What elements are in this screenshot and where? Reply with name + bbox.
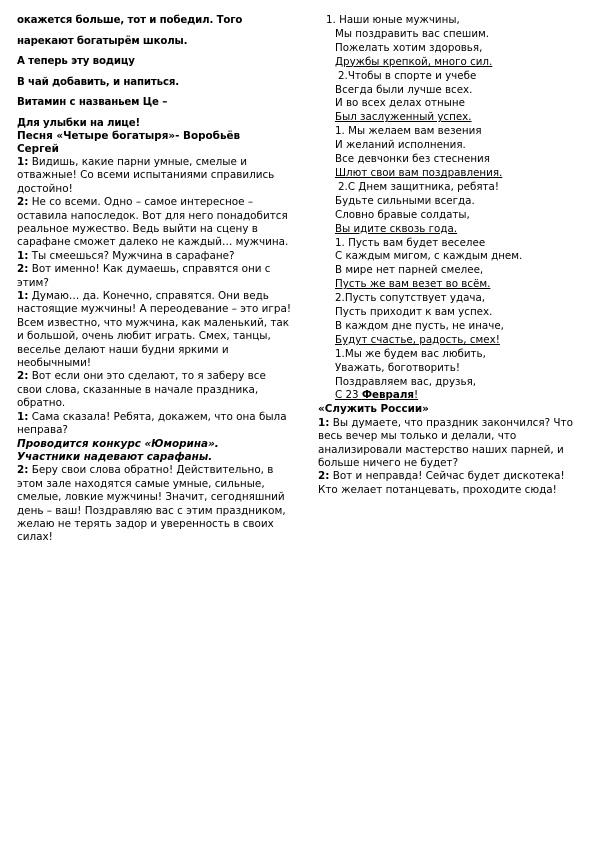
dialogue-text: Не со всеми. Одно – самое интересное – оставила напоследок. Вот для него понадобится реальное мужество. Ведь выйти на сцену в сарафане сможет далеко не каждый… мужчина.	[17, 196, 289, 249]
speaker-label: 1:	[17, 249, 29, 262]
dialogue-text: Вот именно! Как думаешь, справятся они с этим?	[17, 263, 271, 289]
poem-last-line	[318, 389, 580, 403]
section-title: «Служить России»	[318, 403, 429, 416]
speaker-label: 1:	[17, 410, 29, 423]
dialogue-text: Думаю… да. Конечно, справятся. Они ведь настоящие мужчины! А переодевание – это игра! Всем известно, что мужчина, как маленький, так и большой, очень любит играть. Смех, танцы, веселье делают наши будни яркими и необычными!	[17, 290, 291, 370]
intro-line: А теперь эту водицу	[17, 56, 135, 68]
dialogue-block-right	[318, 417, 580, 497]
poem-line: 1. Мы желаем вам везения	[335, 125, 482, 138]
poem-line: В каждом дне пусть, не иначе,	[335, 319, 504, 332]
poem-line: 2.Пусть сопутствует удача,	[335, 292, 486, 305]
intro-line: Витамин с названьем Це –	[17, 97, 168, 109]
dialogue-line	[17, 370, 293, 410]
poem-line: Шлют свои вам поздравления.	[335, 166, 503, 179]
poem-line: Всегда были лучше всех.	[335, 83, 473, 96]
poem-line: И во всех делах отныне	[335, 97, 465, 110]
poem-line: 1.Мы же будем вас любить,	[335, 347, 486, 360]
poem-line: С каждым мигом, с каждым днем.	[335, 250, 523, 263]
greeting-poem	[318, 14, 580, 389]
right-column	[318, 14, 580, 497]
intro-line: нарекают богатырём школы.	[17, 35, 188, 47]
poem-line: Вы идите сквозь года.	[335, 222, 458, 235]
dialogue-text: Беру свои слова обратно! Действительно, в этом зале находятся самые умные, сильные, смелые, ловкие мужчины! Значит, сегодняшний день – ваш! Поздравляю вас с этим праздником, желаю не терять задор и уверенность в своих силах!	[17, 464, 286, 544]
speaker-label: 2:	[17, 464, 29, 477]
dialogue-text: Вот и неправда! Сейчас будет дискотека! Кто желает потанцевать, проходите сюда!	[318, 470, 565, 496]
poem-line: Будут счастье, радость, смех!	[335, 333, 500, 346]
poem-line: Был заслуженный успех.	[335, 111, 472, 124]
song-title: Песня «Четыре богатыря»- Воробьёв	[17, 129, 241, 142]
intro-line: окажется больше, тот и победил. Того	[17, 15, 243, 26]
poem-line: Пусть приходит к вам успех.	[335, 306, 493, 319]
poem-line: Мы поздравить вас спешим.	[335, 27, 490, 40]
dialogue-line	[318, 470, 580, 497]
speaker-label: 2:	[17, 263, 29, 276]
contest-note: Проводится конкурс «Юморина».	[17, 437, 219, 450]
dialogue-text: Вот если они это сделают, то я заберу все свои слова, сказанные в начале праздника, обратно.	[17, 370, 266, 410]
dialogue-line	[17, 464, 293, 544]
dialogue-line	[17, 250, 293, 263]
dialogue-text: Ты смеешься? Мужчина в сарафане?	[28, 249, 235, 262]
dialogue-text: Видишь, какие парни умные, смелые и отважные! Со всеми испытаниями справились достойно!	[17, 155, 275, 195]
speaker-label: 2:	[17, 196, 29, 209]
contest-note: Участники надевают сарафаны.	[17, 450, 213, 463]
poem-line: Пожелать хотим здоровья,	[335, 41, 483, 54]
poem-last-line-wrap	[318, 389, 580, 403]
dialogue-block	[17, 156, 293, 545]
poem-line: Пусть же вам везет во всём.	[335, 278, 491, 291]
dialogue-line	[17, 263, 293, 290]
poem-line: Дружбы крепкой, много сил.	[335, 55, 493, 68]
song-title-performer: Сергей	[17, 142, 59, 155]
dialogue-line	[17, 411, 293, 438]
speaker-label: 1:	[17, 155, 29, 168]
dialogue-text: Вы думаете, что праздник закончился? Что весь вечер мы только и делали, что анализировали мастерство наших парней, и больше ничего не будет?	[318, 416, 573, 469]
dialogue-text: Сама сказала! Ребята, докажем, что она была неправа?	[17, 410, 287, 437]
poem-line: 1. Пусть вам будет веселее	[335, 236, 486, 249]
speaker-label: 1:	[318, 416, 330, 429]
intro-line: В чай добавить, и напиться.	[17, 76, 179, 88]
poem-line: И желаний исполнения.	[335, 139, 466, 152]
dialogue-line	[17, 290, 293, 370]
intro-line: Для улыбки на лице!	[17, 117, 140, 129]
poem-line: Будьте сильными всегда.	[335, 194, 475, 207]
poem-line: 2.Чтобы в спорте и учебе	[338, 69, 477, 82]
left-column	[17, 14, 293, 545]
dialogue-line	[17, 156, 293, 196]
speaker-label: 2:	[17, 370, 29, 383]
poem-line: 1. Наши юные мужчины,	[326, 14, 460, 26]
poem-line: Словно бравые солдаты,	[335, 208, 470, 221]
dialogue-line	[318, 417, 580, 471]
speaker-label: 1:	[17, 290, 29, 303]
dialogue-line	[17, 196, 293, 250]
poem-last-line-bold: Февраля	[361, 389, 415, 402]
speaker-label: 2:	[318, 470, 330, 483]
poem-line: Уважать, боготворить!	[335, 361, 461, 374]
poem-line: Поздравляем вас, друзья,	[335, 375, 477, 388]
poem-last-line-prefix: С 23	[335, 389, 362, 402]
poem-line: Все девчонки без стеснения	[335, 153, 490, 166]
poem-line: В мире нет парней смелее,	[335, 264, 484, 277]
poem-last-line-suffix: !	[414, 389, 419, 402]
intro-verse	[17, 14, 293, 130]
poem-line: 2.С Днем защитника, ребята!	[338, 180, 499, 193]
